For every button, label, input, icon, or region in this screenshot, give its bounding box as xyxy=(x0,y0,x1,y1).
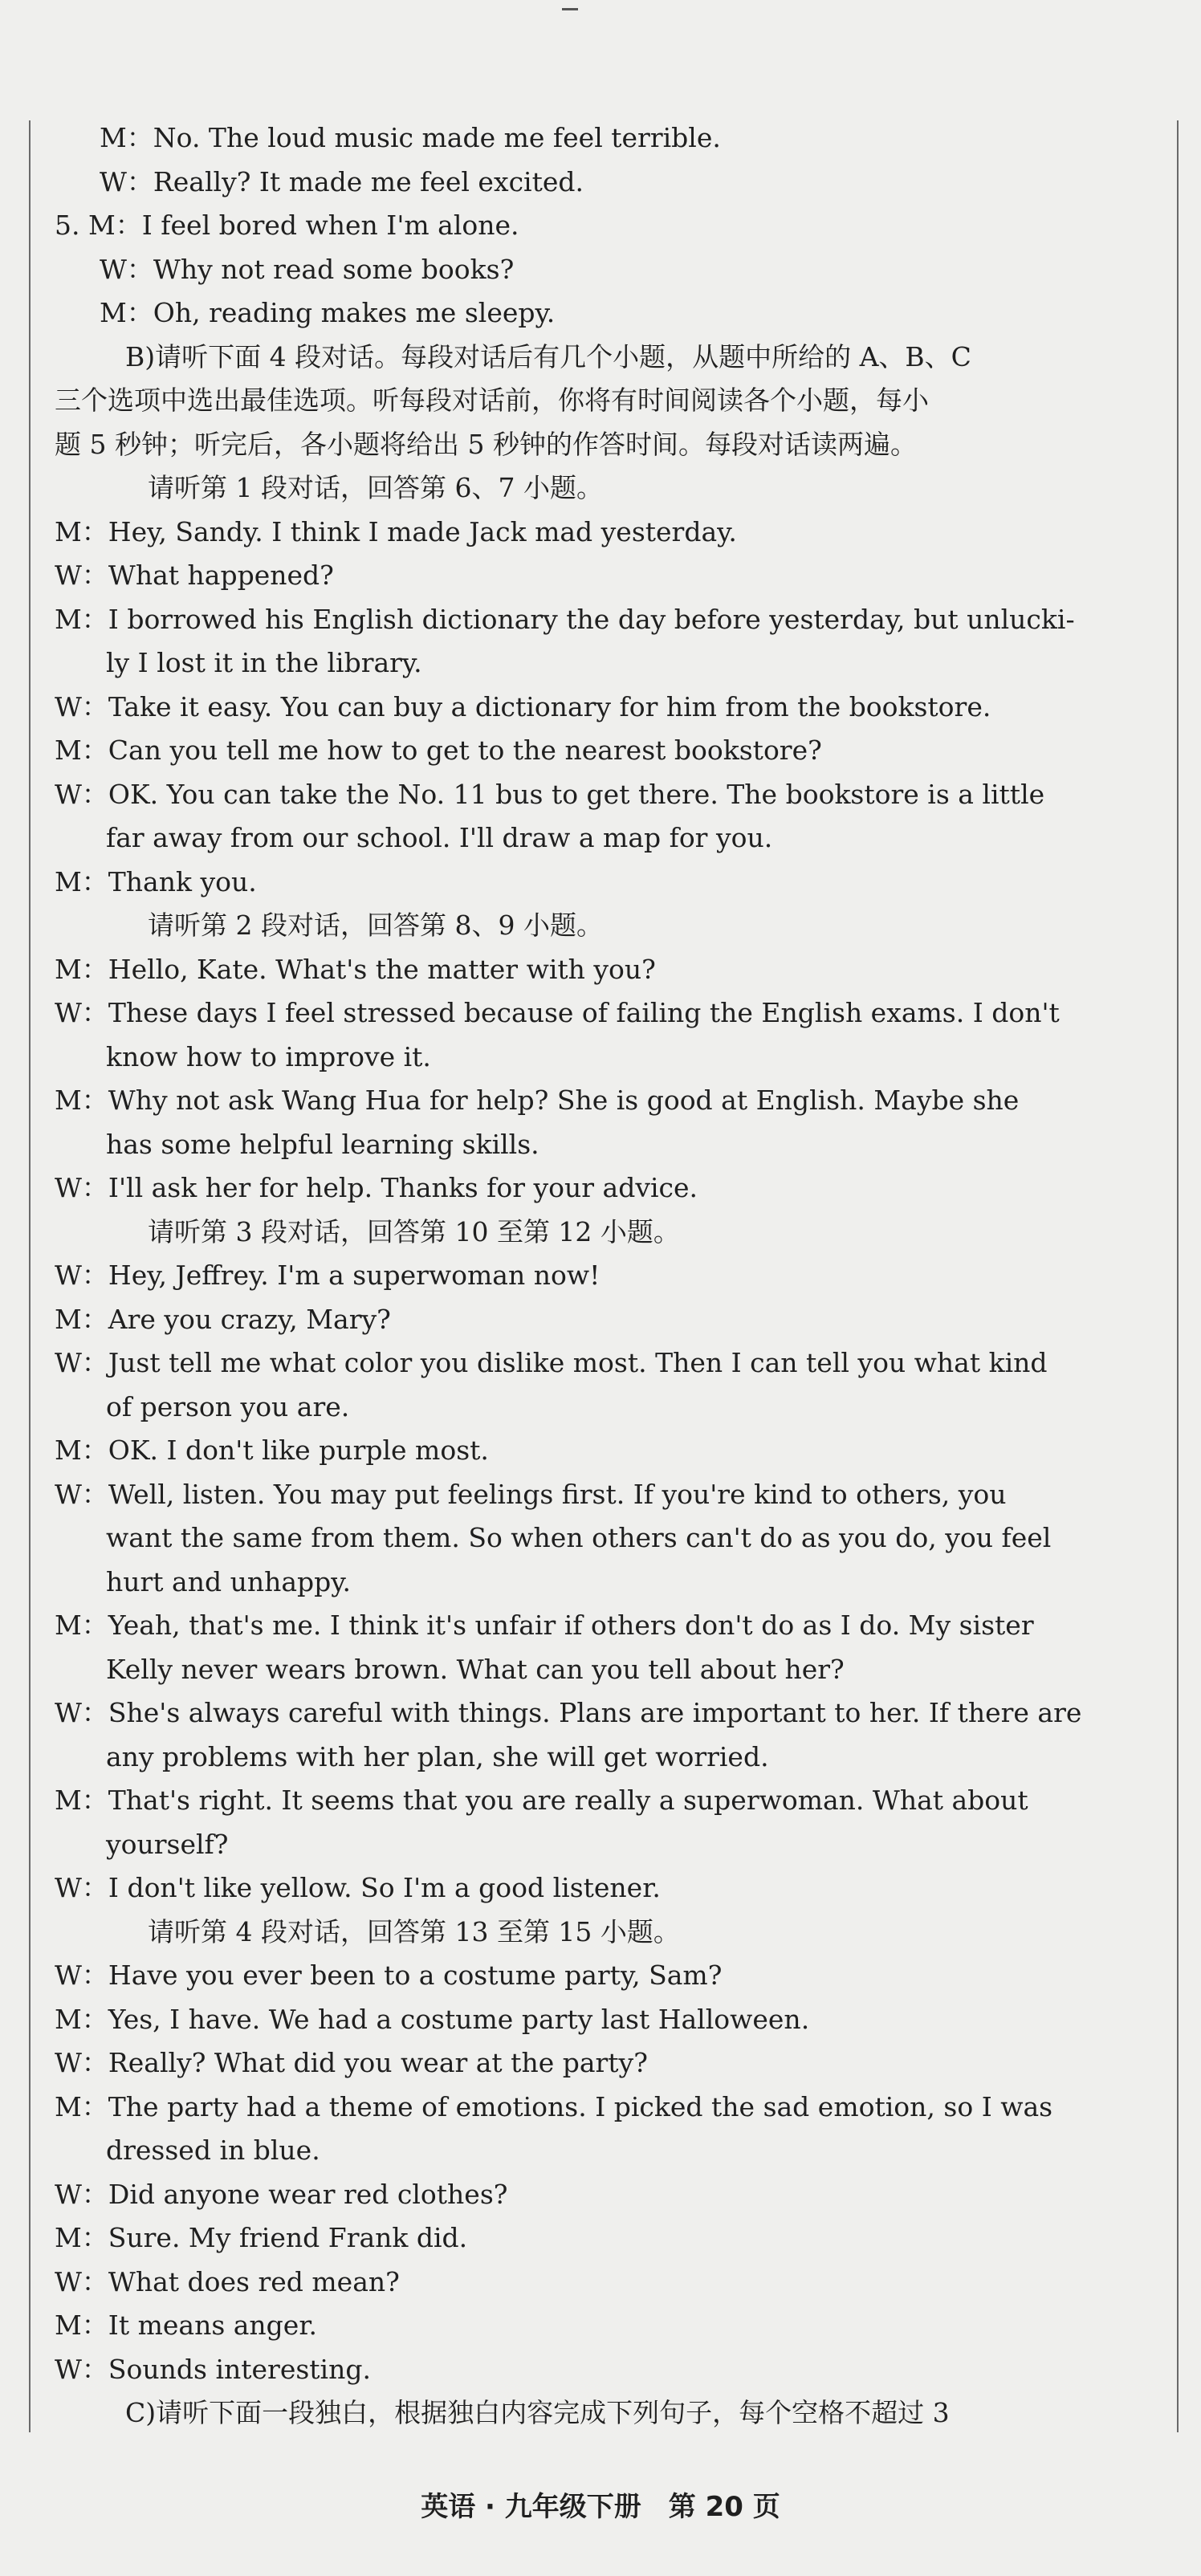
dialogue-heading: 请听第 3 段对话，回答第 10 至第 12 小题。 xyxy=(148,1215,680,1247)
text-line: W：OK. You can take the No. 11 bus to get there. The bookstore is a little xyxy=(55,778,1045,810)
text-line: M：OK. I don't like purple most. xyxy=(55,1435,489,1466)
text-line: W：I'll ask her for help. Thanks for your advice. xyxy=(55,1172,698,1203)
text-line: M：Why not ask Wang Hua for help? She is good at English. Maybe she xyxy=(55,1085,1020,1116)
section-instruction: B)请听下面 4 段对话。每段对话后有几个小题，从题中所给的 A、B、C xyxy=(125,340,971,372)
top-mark xyxy=(562,8,578,10)
text-line: M：It means anger. xyxy=(55,2309,317,2341)
text-line: M：Hey, Sandy. I think I made Jack mad yesterday. xyxy=(55,515,737,547)
text-line: W：Hey, Jeffrey. I'm a superwoman now! xyxy=(55,1260,600,1291)
text-line: any problems with her plan, she will get worried. xyxy=(106,1740,769,1772)
text-line: of person you are. xyxy=(106,1390,350,1422)
text-line: dressed in blue. xyxy=(106,2134,320,2166)
text-line: M：I borrowed his English dictionary the day before yesterday, but unlucki- xyxy=(55,603,1075,635)
text-line: yourself? xyxy=(106,1828,229,1860)
text-line: W：Really? What did you wear at the party? xyxy=(55,2047,648,2078)
text-line: M：Yes, I have. We had a costume party last Halloween. xyxy=(55,2003,810,2035)
right-margin-rule xyxy=(1177,120,1179,2432)
text-line: W：Sounds interesting. xyxy=(55,2353,371,2385)
text-line: far away from our school. I'll draw a map for you. xyxy=(106,822,773,853)
text-line: M：Hello, Kate. What's the matter with you? xyxy=(55,953,656,985)
text-line: W：Why not read some books? xyxy=(100,253,515,285)
text-line: M：That's right. It seems that you are really a superwoman. What about xyxy=(55,1784,1028,1816)
text-line: W：Take it easy. You can buy a dictionary for him from the bookstore. xyxy=(55,690,991,722)
section-instruction: 题 5 秒钟；听完后，各小题将给出 5 秒钟的作答时间。每段对话读两遍。 xyxy=(55,428,917,460)
text-line: hurt and unhappy. xyxy=(106,1565,352,1597)
text-line: want the same from them. So when others can't do as you do, you feel xyxy=(106,1522,1052,1553)
dialogue-heading: 请听第 1 段对话，回答第 6、7 小题。 xyxy=(148,472,603,503)
text-line: M：The party had a theme of emotions. I picked the sad emotion, so I was xyxy=(55,2090,1053,2122)
transcript-body xyxy=(55,116,1154,2436)
text-line: M：Are you crazy, Mary? xyxy=(55,1303,391,1335)
text-line: W：Well, listen. You may put feelings first. If you're kind to others, you xyxy=(55,1478,1007,1510)
text-line: ly I lost it in the library. xyxy=(106,647,422,678)
text-line: W：Just tell me what color you dislike most. Then I can tell you what kind xyxy=(55,1347,1048,1378)
text-line: Kelly never wears brown. What can you tell about her? xyxy=(106,1653,845,1685)
text-line: W：She's always careful with things. Plans are important to her. If there are xyxy=(55,1697,1082,1728)
text-line: know how to improve it. xyxy=(106,1040,431,1072)
section-instruction: 三个选项中选出最佳选项。听每段对话前，你将有时间阅读各个小题，每小 xyxy=(55,385,929,416)
text-line: W：Really? It made me feel excited. xyxy=(100,165,584,197)
text-line: W：Have you ever been to a costume party, Sam? xyxy=(55,1959,723,1991)
text-line: W：What happened? xyxy=(55,560,334,591)
page-footer: 英语 · 九年级下册 第 20 页 xyxy=(421,2491,780,2523)
text-line: M：Sure. My friend Frank did. xyxy=(55,2222,468,2253)
text-line: 5. M：I feel bored when I'm alone. xyxy=(55,210,519,241)
dialogue-heading: 请听第 4 段对话，回答第 13 至第 15 小题。 xyxy=(148,1915,680,1947)
text-line: W：Did anyone wear red clothes? xyxy=(55,2178,508,2210)
left-margin-rule xyxy=(29,120,31,2432)
text-line: has some helpful learning skills. xyxy=(106,1128,539,1160)
section-instruction: C)请听下面一段独白，根据独白内容完成下列句子，每个空格不超过 3 xyxy=(125,2397,950,2428)
text-line: M：Can you tell me how to get to the nearest bookstore? xyxy=(55,735,822,766)
text-line: M：Oh, reading makes me sleepy. xyxy=(100,297,556,328)
text-line: M：No. The loud music made me feel terrible. xyxy=(100,122,721,153)
text-line: W：What does red mean? xyxy=(55,2265,400,2297)
text-line: W：These days I feel stressed because of failing the English exams. I don't xyxy=(55,997,1060,1028)
text-line: M：Thank you. xyxy=(55,865,257,897)
dialogue-heading: 请听第 2 段对话，回答第 8、9 小题。 xyxy=(148,910,603,941)
text-line: W：I don't like yellow. So I'm a good listener. xyxy=(55,1872,661,1903)
text-line: M：Yeah, that's me. I think it's unfair if others don't do as I do. My sister xyxy=(55,1609,1034,1641)
